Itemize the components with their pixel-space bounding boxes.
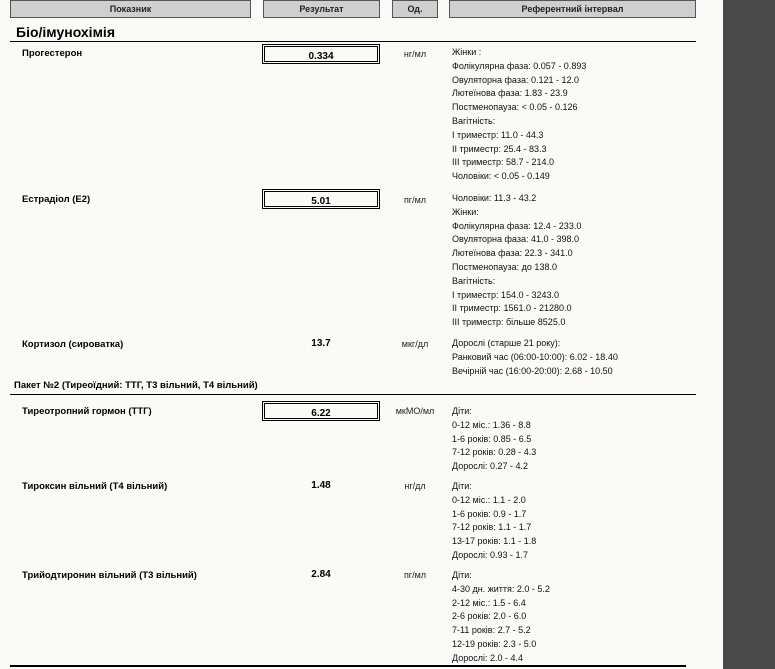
header-indicator: Показник [10,0,251,18]
test-result: 0.334 [262,44,380,64]
reference-range: Чоловіки: 11.3 - 43.2 Жінки: Фолікулярна фаза: 12.4 - 233.0 Овуляторна фаза: 41.0 - 398.0 Лютеїнова фаза: 22.3 - 341.0 Постменопауза: до 138.0 Вагітність: I триместр: 154.0 - 3243.0 II триместр: 1561.0 - 21280.0 III триместр: більше 8525.0 [452,193,582,328]
header-unit: Од. [392,0,438,18]
test-result: 13.7 [311,338,331,349]
reference-range: Дорослі (старше 21 року): Ранковий час (06:00-10:00): 6.02 - 18.40 Вечірній час (16:00-20:00): 2.68 - 10.50 [452,338,618,376]
test-unit: нг/мл [403,49,427,59]
page-bottom-rule [10,665,686,667]
reference-range: Діти: 0-12 міс.: 1.1 - 2.0 1-6 років: 0.9 - 1.7 7-12 років: 1.1 - 1.7 13-17 років: 1.1 - 1.8 Дорослі: 0.93 - 1.7 [452,481,537,560]
test-unit: нг/дл [404,481,426,491]
test-result: 1.48 [311,480,331,491]
test-unit: мкг/дл [401,339,429,349]
section-title: Біо/імунохімія [16,24,115,40]
viewer-side-panel [723,0,775,669]
test-result: 5.01 [262,189,380,209]
test-unit: пг/мл [403,195,427,205]
test-name: Прогестерон [22,48,83,59]
test-result: 2.84 [311,569,331,580]
reference-range: Діти: 4-30 дн. життя: 2.0 - 5.2 2-12 міс.: 1.5 - 6.4 2-6 років: 2.0 - 6.0 7-11 років: 2.7 - 5.2 12-19 років: 2.3 - 5.0 Дорослі: 2.0 - 4.4 [452,570,550,663]
test-name: Тиреотропний гормон (ТТГ) [22,406,152,417]
reference-range: Діти: 0-12 міс.: 1.36 - 8.8 1-6 років: 0.85 - 6.5 7-12 років: 0.28 - 4.3 Дорослі: 0.27 - 4.2 [452,406,537,472]
test-unit: пг/мл [403,570,427,580]
reference-range: Жінки : Фолікулярна фаза: 0.057 - 0.893 Овуляторна фаза: 0.121 - 12.0 Лютеїнова фаза: 1.83 - 23.9 Постменопауза: < 0.05 - 0.126 Вагітність: I триместр: 11.0 - 44.3 II триместр: 25.4 - 83.3 III триместр: 58.7 - 214.0 Чоловіки: < 0.05 - 0.149 [452,47,587,182]
test-name: Кортизол (сироватка) [22,339,124,350]
test-result: 6.22 [262,401,380,421]
test-name: Тироксин вільний (Т4 вільний) [22,481,168,492]
header-result: Результат [263,0,380,18]
test-name: Трийодтиронин вільний (Т3 вільний) [22,570,197,581]
header-reference: Референтний інтервал [449,0,696,18]
package-title: Пакет №2 (Тиреоїдний: ТТГ, Т3 вільний, Т4 вільний) [14,380,258,391]
package-divider [10,394,696,395]
test-unit: мкМО/мл [395,406,435,416]
test-name: Естрадіол (Е2) [22,194,91,205]
section-divider [10,41,696,42]
